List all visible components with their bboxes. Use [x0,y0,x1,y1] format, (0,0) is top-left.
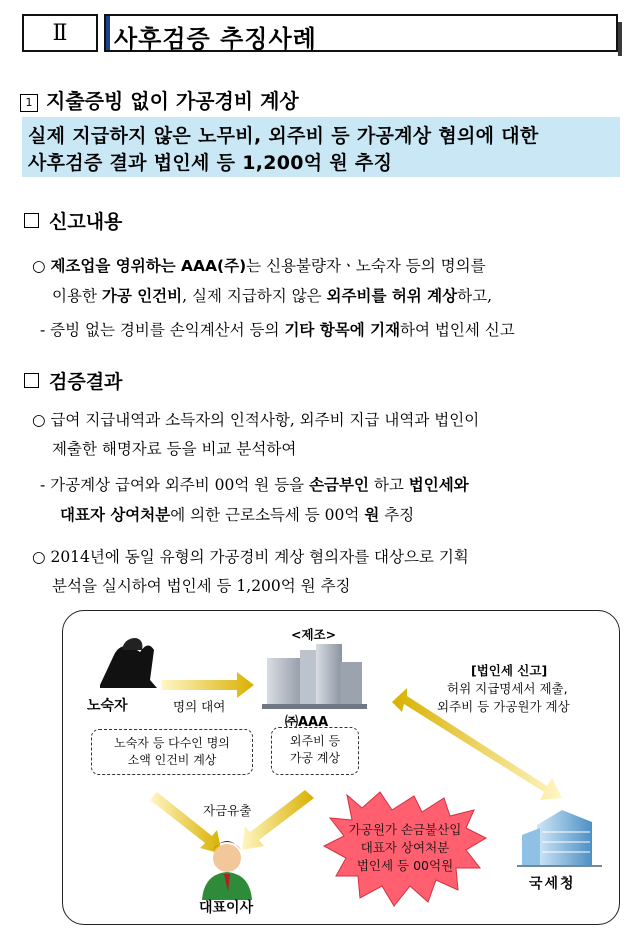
result-line-1: ○ 급여 지급내역과 소득자의 인적사항, 외주비 지급 내역과 법인이 [32,411,480,429]
arrow-lend-icon [162,672,254,698]
homeless-label: 노숙자 [87,698,128,714]
lend-name-label: 명의 대여 [173,699,226,714]
company-label: ㈜AAA [285,715,329,730]
report-line-1: ○ 제조업을 영위하는 AAA(주)는 신용불량자ㆍ노숙자 등의 명의를 [32,257,486,275]
ceo-label: 대표이사 [199,900,254,916]
flow-diagram [62,610,620,925]
checkbox-square-icon [24,373,39,388]
manufacture-label: <제조> [291,627,337,642]
result-line-4: 대표자 상여처분에 의한 근로소득세 등 00억 원 추징 [60,506,415,524]
chapter-title: 사후검증 추징사례 [114,25,317,53]
tax-report-label: [법인세 신고] [471,663,548,678]
result-line-5: ○ 2014년에 동일 유형의 가공경비 계상 혐의자를 대상으로 기획 [32,548,469,566]
report-line-2: 이용한 가공 인건비, 실제 지급하지 않은 외주비를 허위 계상하고, [52,287,492,305]
report-heading: 신고내용 [24,207,122,234]
arrow-outflow-right-icon [242,790,314,850]
result-heading: 검증결과 [24,367,122,394]
case-heading [20,85,299,114]
homeless-person-icon [100,638,157,688]
outflow-label: 자금유출 [203,803,252,818]
burst-text: 가공원가 손금불산입 대표자 상여처분 법인세 등 00억원 [348,822,462,873]
chapter-title-box [104,14,618,52]
summary-line-2: 사후검증 결과 법인세 등 1,200억 원 추징 [28,152,393,174]
checkbox-square-icon [24,213,39,228]
result-line-6: 분석을 실시하여 법인세 등 1,200억 원 추징 [52,577,351,595]
result-line-2: 제출한 해명자료 등을 비교 분석하여 [52,440,297,458]
summary-box [22,117,620,177]
nts-label: 국세청 [529,876,576,892]
nts-building-icon [517,810,602,866]
tax-report-line-1: 허위 지급명세서 제출, [447,681,568,696]
chapter-number: Ⅱ [22,14,98,52]
case-number: 1 [20,94,38,112]
case-title: 지출증빙 없이 가공경비 계상 [46,89,299,113]
report-line-3: - 증빙 없는 경비를 손익계산서 등의 기타 항목에 기재하여 법인세 신고 [40,321,515,339]
factory-building-icon [262,644,367,709]
box-outsourcing: 외주비 등 가공 계상 [271,727,359,775]
title-shadow [618,22,622,56]
title-accent-bar [106,16,110,50]
tax-report-line-2: 외주비 등 가공원가 계상 [437,699,570,714]
result-line-3: - 가공계상 급여와 외주비 00억 원 등을 손금부인 하고 법인세와 [40,476,469,494]
box-labor-cost: 노숙자 등 다수인 명의 소액 인건비 계상 [91,729,253,775]
summary-line-1: 실제 지급하지 않은 노무비, 외주비 등 가공계상 혐의에 대한 [28,125,539,147]
